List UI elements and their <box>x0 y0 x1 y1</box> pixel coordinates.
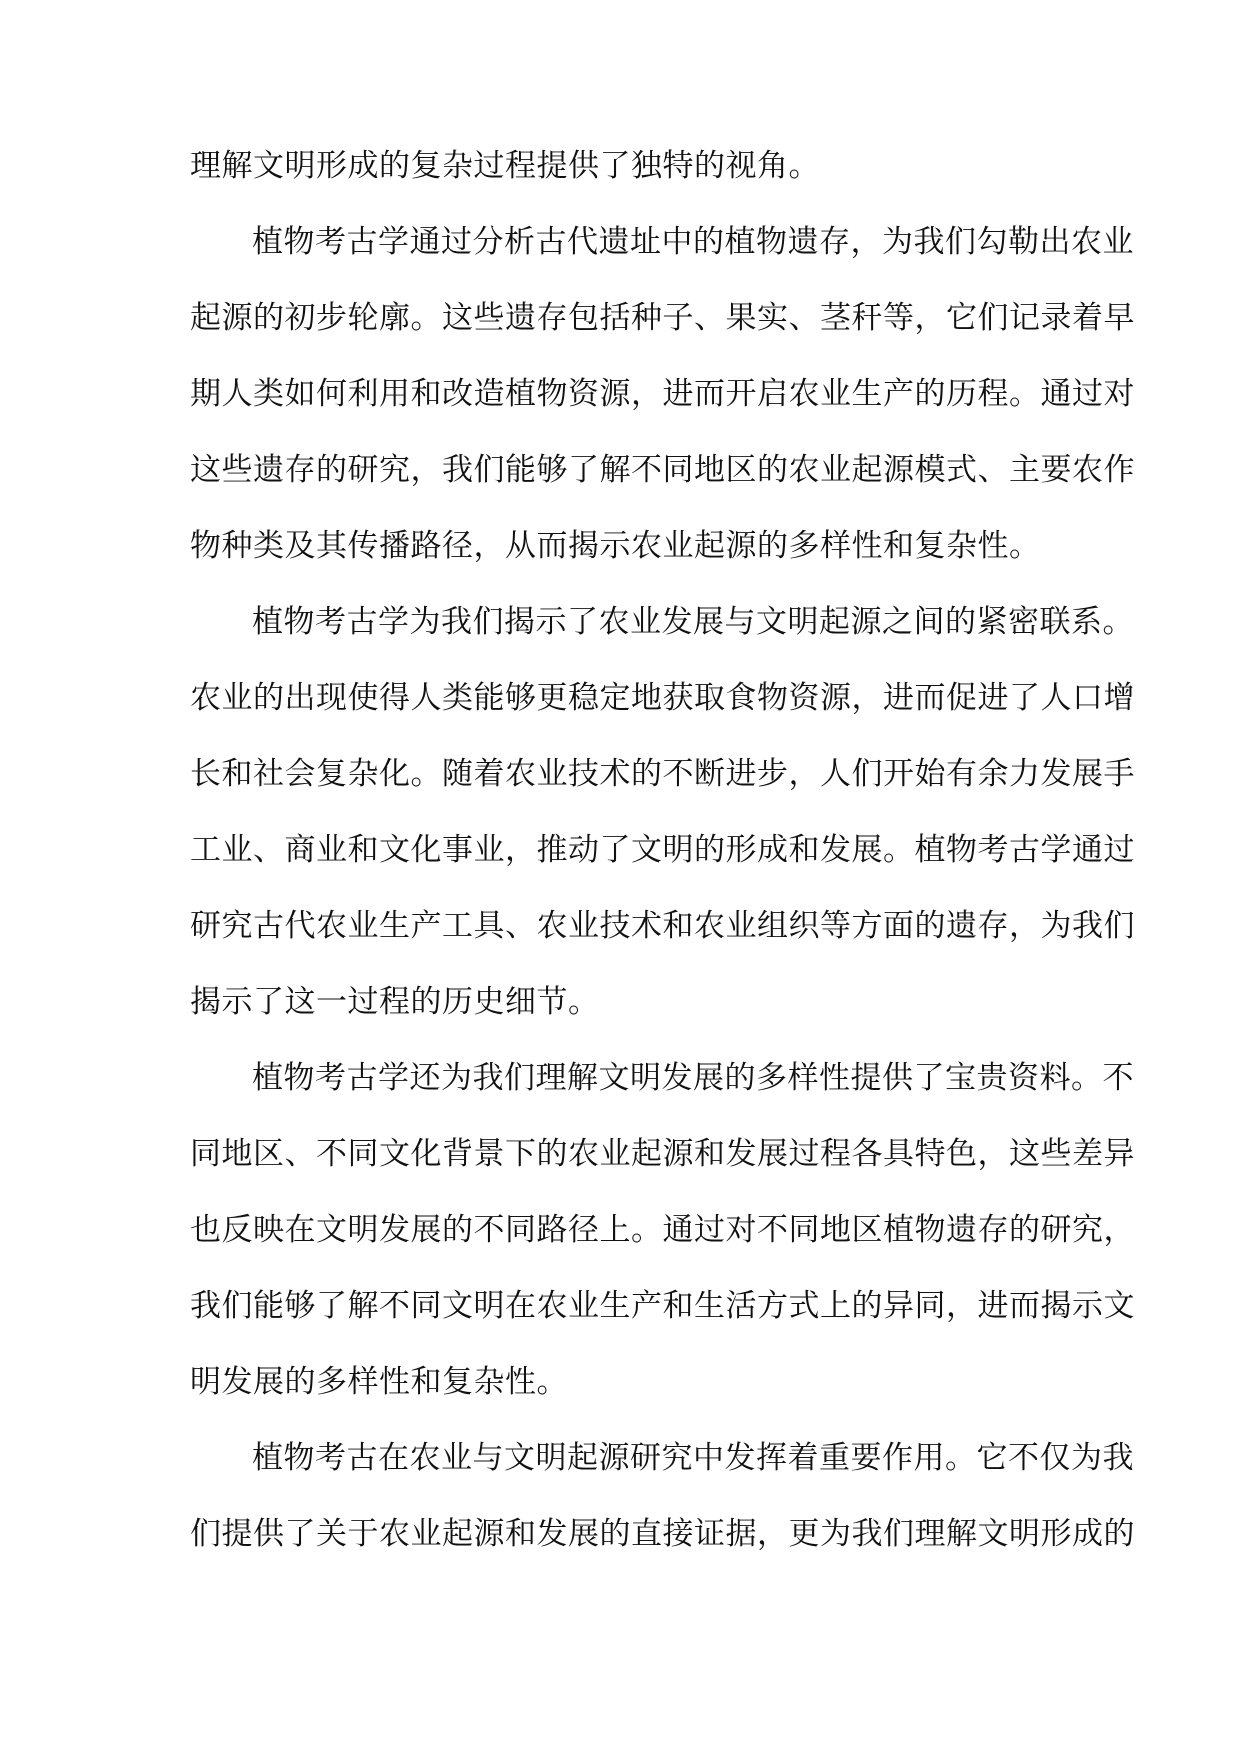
text-line: 同地区、不同文化背景下的农业起源和发展过程各具特色，这些差异 <box>190 1136 1135 1172</box>
text-line: 们提供了关于农业起源和发展的直接证据，更为我们理解文明形成的 <box>190 1516 1135 1552</box>
text-line: 明发展的多样性和复杂性。 <box>190 1364 568 1400</box>
paragraph-first-line: 植物考古学为我们揭示了农业发展与文明起源之间的紧密联系。 <box>252 604 1134 640</box>
paragraph-first-line: 植物考古在农业与文明起源研究中发挥着重要作用。它不仅为我 <box>252 1440 1134 1476</box>
text-line: 农业的出现使得人类能够更稳定地获取食物资源，进而促进了人口增 <box>190 680 1135 716</box>
text-line: 工业、商业和文化事业，推动了文明的形成和发展。植物考古学通过 <box>190 832 1135 868</box>
text-line: 长和社会复杂化。随着农业技术的不断进步，人们开始有余力发展手 <box>190 756 1135 792</box>
paragraph-first-line: 植物考古学还为我们理解文明发展的多样性提供了宝贵资料。不 <box>252 1060 1134 1096</box>
text-line: 理解文明形成的复杂过程提供了独特的视角。 <box>190 148 820 184</box>
text-line: 这些遗存的研究，我们能够了解不同地区的农业起源模式、主要农作 <box>190 452 1135 488</box>
text-line: 物种类及其传播路径，从而揭示农业起源的多样性和复杂性。 <box>190 528 1041 564</box>
text-line: 我们能够了解不同文明在农业生产和生活方式上的异同，进而揭示文 <box>190 1288 1135 1324</box>
text-line: 起源的初步轮廓。这些遗存包括种子、果实、茎秆等，它们记录着早 <box>190 300 1135 336</box>
body-text <box>190 128 1135 1572</box>
text-line: 期人类如何利用和改造植物资源，进而开启农业生产的历程。通过对 <box>190 376 1135 412</box>
text-line: 也反映在文明发展的不同路径上。通过对不同地区植物遗存的研究， <box>190 1212 1135 1248</box>
paragraph-first-line: 植物考古学通过分析古代遗址中的植物遗存，为我们勾勒出农业 <box>252 224 1134 260</box>
text-line: 揭示了这一过程的历史细节。 <box>190 984 600 1020</box>
text-line: 研究古代农业生产工具、农业技术和农业组织等方面的遗存，为我们 <box>190 908 1135 944</box>
